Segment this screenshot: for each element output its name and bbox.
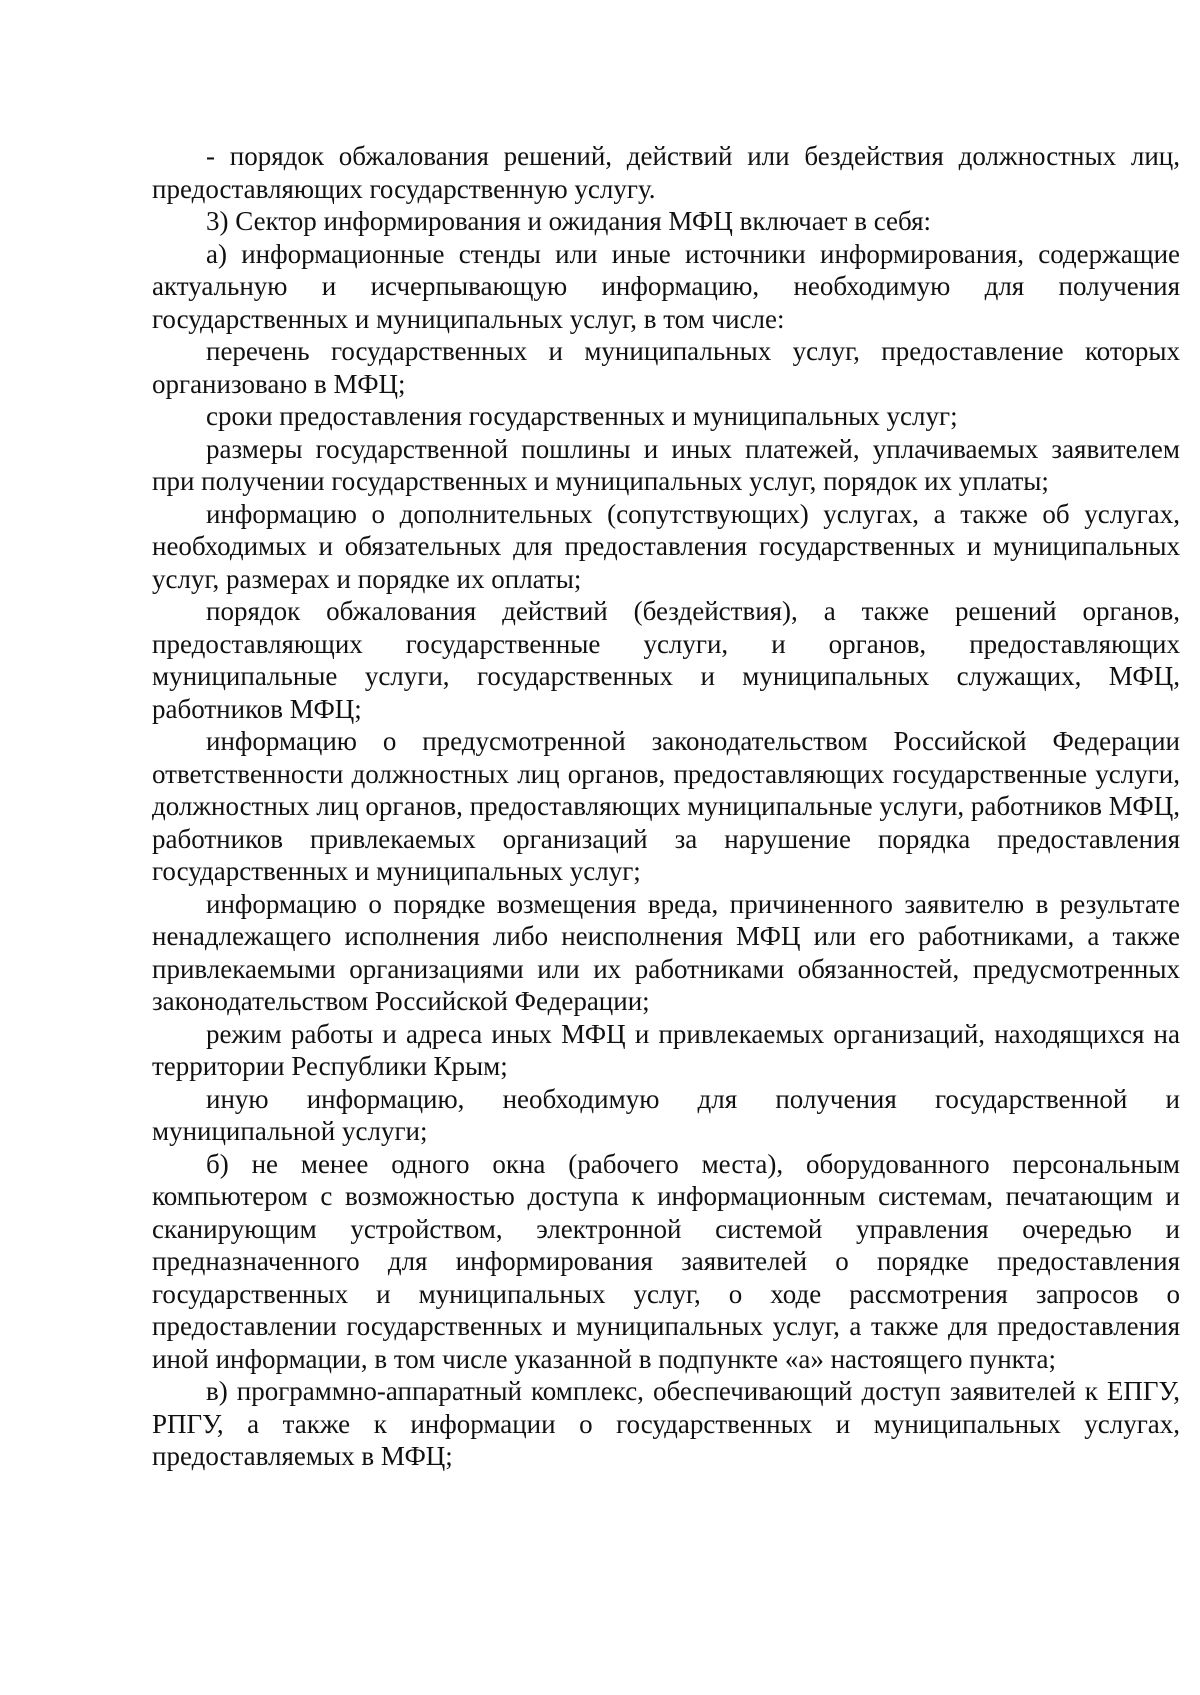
paragraph-additional-services: информацию о дополнительных (сопутствующих) услугах, а также об услугах, необходимых и обязательных для предоставления государственных и муниципальных услуг, размерах и порядке их оплаты; [152,498,1180,594]
document-page [152,140,1180,1473]
paragraph-info-sector-heading: 3) Сектор информирования и ожидания МФЦ включает в себя: [206,206,931,236]
paragraph-services-list: перечень государственных и муниципальных услуг, предоставление которых организовано в МФЦ; [152,336,1180,399]
paragraph-appeal-actions: порядок обжалования действий (бездействия), а также решений органов, предоставляющих государственные услуги, и органов, предоставляющих муниципальные услуги, государственных и муниципальных служащих, МФЦ, работников МФЦ; [152,596,1180,724]
paragraph-appeal-procedure: - порядок обжалования решений, действий или бездействия должностных лиц, предоставляющих государственную услугу. [152,141,1180,204]
paragraph-damage-compensation: информацию о порядке возмещения вреда, причиненного заявителю в результате ненадлежащего исполнения либо неисполнения МФЦ или его работниками, а также привлекаемыми организациями или их работниками обязанностей, предусмотренных законодательством Российской Федерации; [152,888,1180,1016]
paragraph-info-stands: а) информационные стенды или иные источники информирования, содержащие актуальную и исчерпывающую информацию, необходимую для получения государственных и муниципальных услуг, в том числе: [152,238,1180,334]
paragraph-responsibility: информацию о предусмотренной законодательством Российской Федерации ответственности должностных лиц органов, предоставляющих государственные услуги, должностных лиц органов, предоставляющих муниципальные услуги, работников МФЦ, работников привлекаемых организаций за нарушение порядка предоставления государственных и муниципальных услуг; [152,726,1180,886]
paragraph-hardware-complex: в) программно-аппаратный комплекс, обеспечивающий доступ заявителей к ЕПГУ, РПГУ, а также к информации о государственных и муниципальных услугах, предоставляемых в МФЦ; [152,1376,1180,1471]
paragraph-working-hours: режим работы и адреса иных МФЦ и привлекаемых организаций, находящихся на территории Республики Крым; [152,1018,1180,1081]
paragraph-other-info: иную информацию, необходимую для получения государственной и муниципальной услуги; [152,1083,1180,1146]
paragraph-service-terms: сроки предоставления государственных и муниципальных услуг; [206,401,958,431]
paragraph-fees: размеры государственной пошлины и иных платежей, уплачиваемых заявителем при получении государственных и муниципальных услуг, порядок их уплаты; [152,433,1180,496]
paragraph-service-window: б) не менее одного окна (рабочего места), оборудованного персональным компьютером с возможностью доступа к информационным системам, печатающим и сканирующим устройством, электронной системой управления очередью и предназначенного для информирования заявителей о порядке предоставления государственных и муниципальных услуг, о ходе рассмотрения запросов о предоставлении государственных и муниципальных услуг, а также для предоставления иной информации, в том числе указанной в подпункте «а» настоящего пункта; [152,1148,1180,1374]
